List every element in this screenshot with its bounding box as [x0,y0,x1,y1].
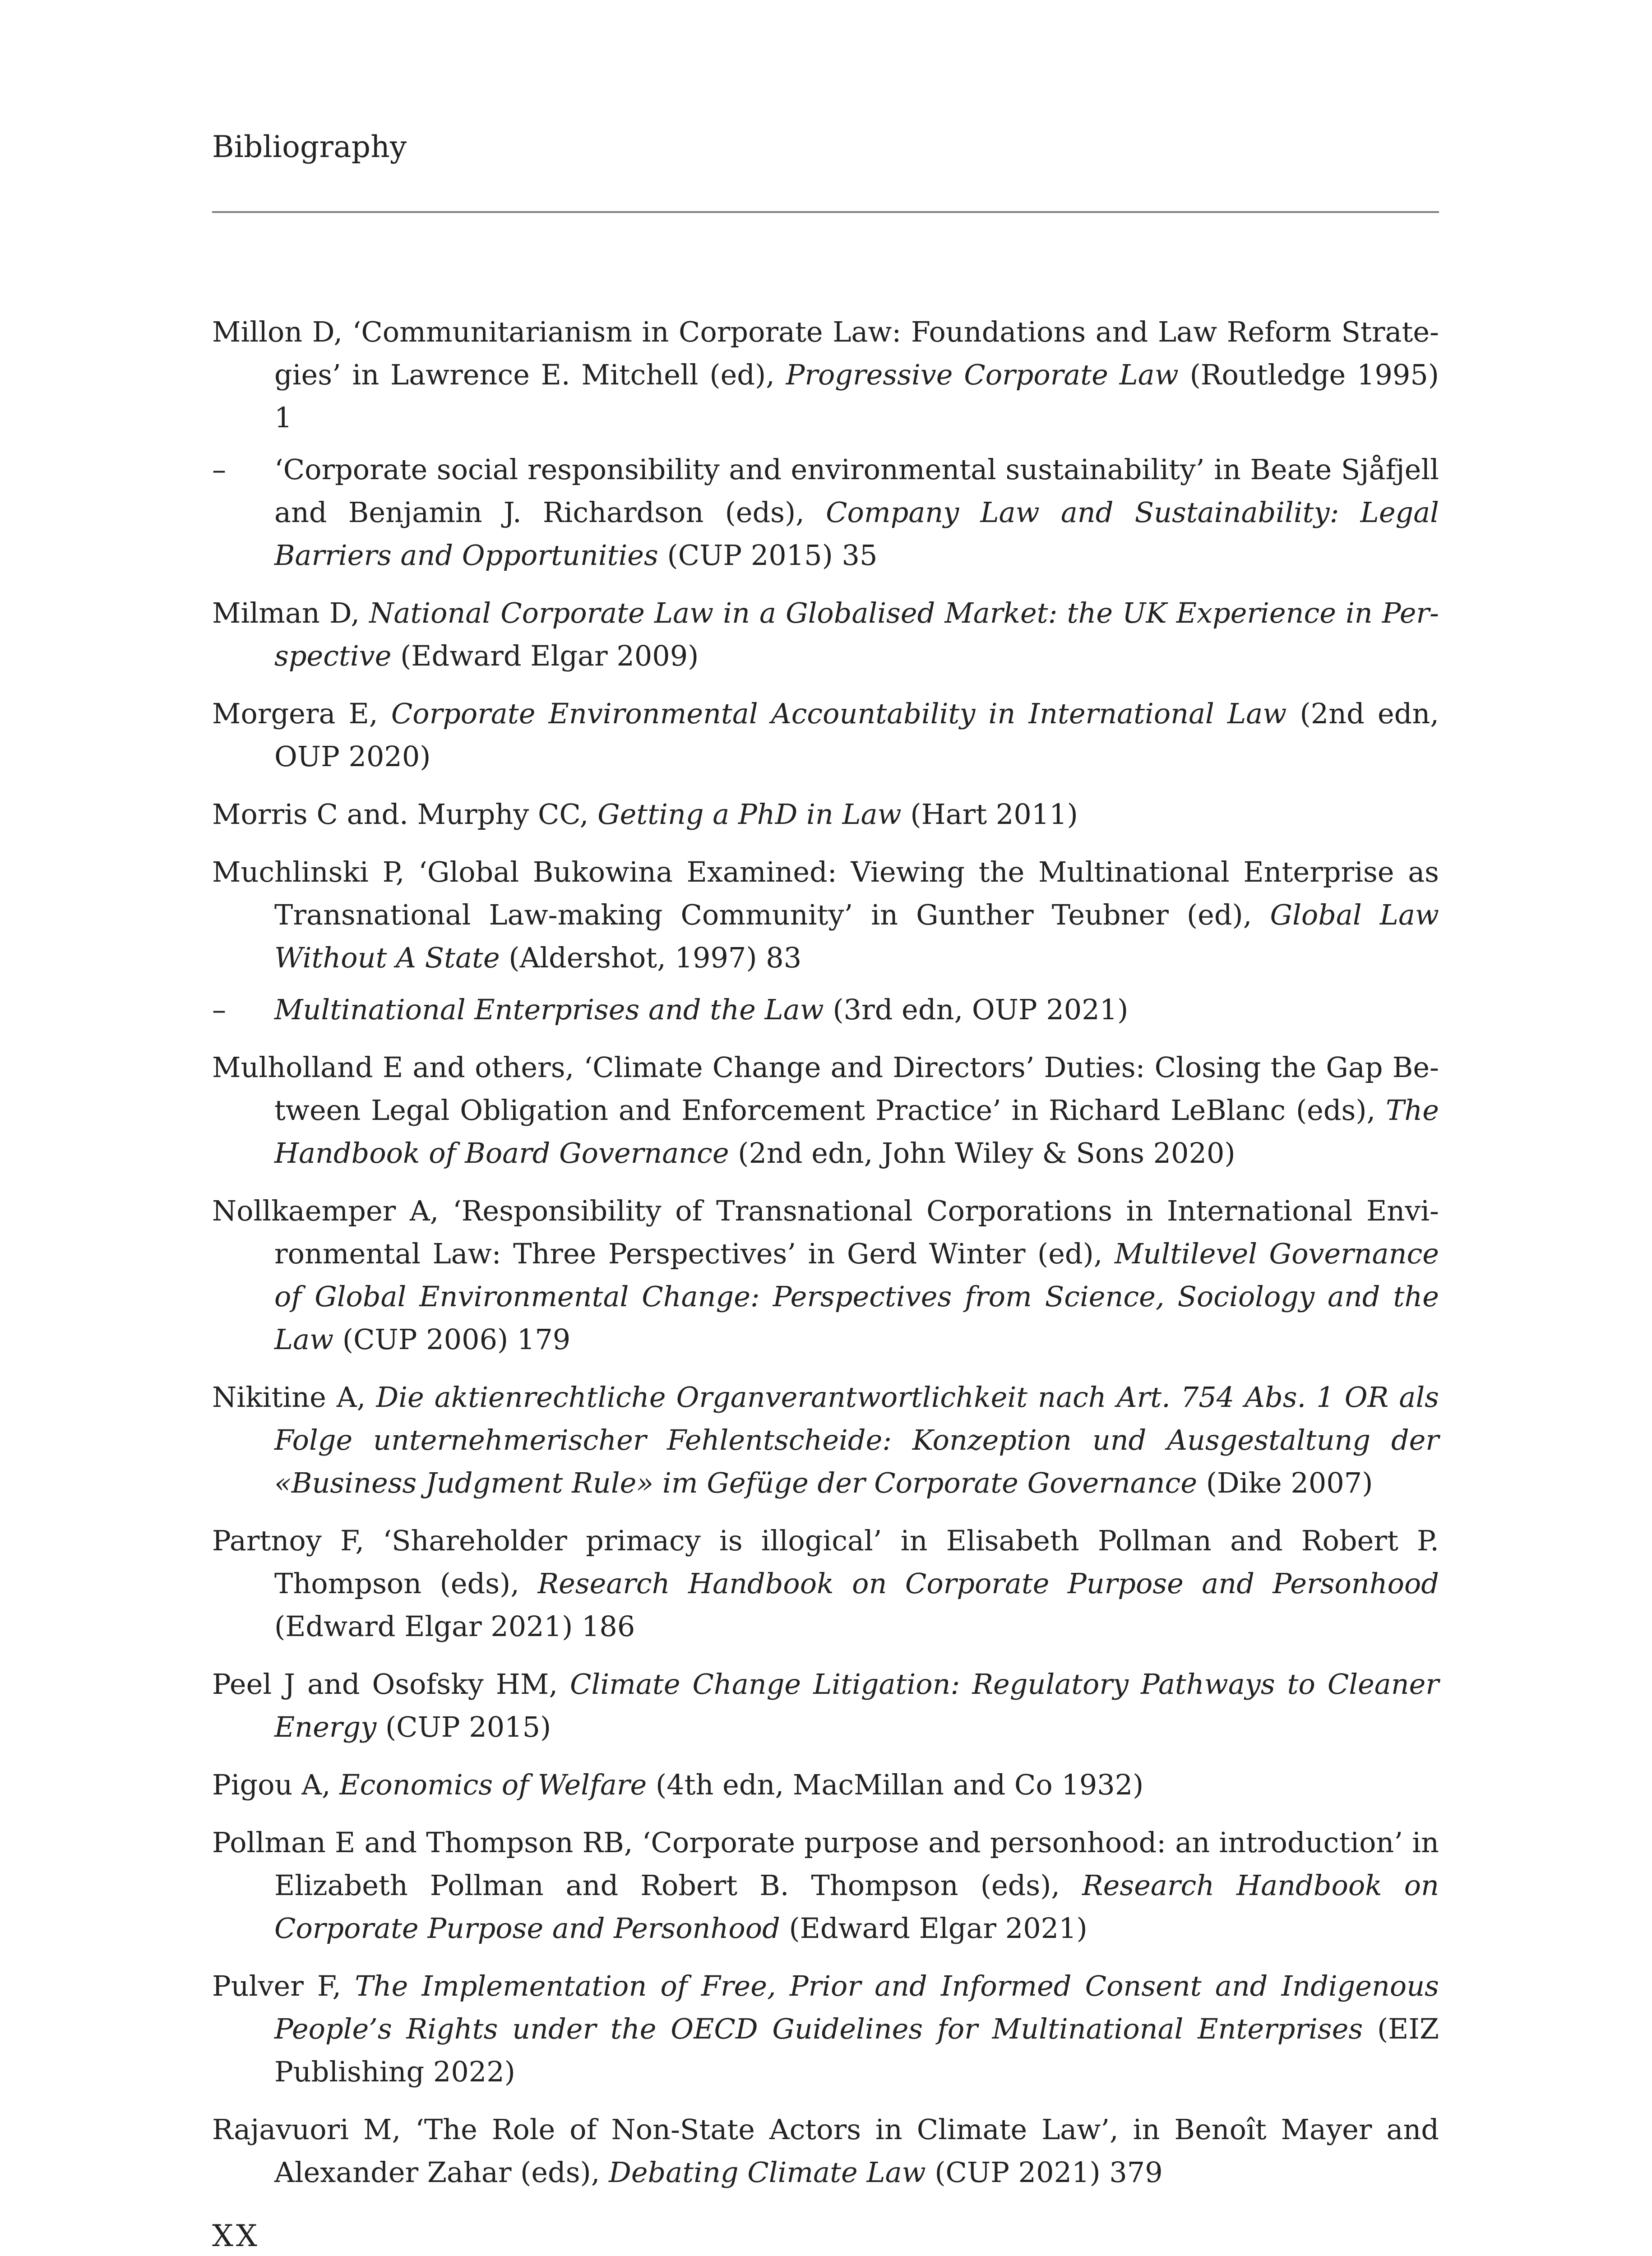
page-number: XX [212,2219,260,2253]
entry-title-italic: Economics of Welfare [339,1768,647,1801]
running-head: Bibliography [212,129,407,164]
bibliography-entry [212,851,1439,979]
bibliography-list [212,310,1439,2209]
entry-text: (4th edn, MacMillan and Co 1932) [647,1768,1144,1801]
repeat-author-dash: – [212,993,226,1026]
bibliography-entry [212,448,1439,577]
entry-text: Morris C and. Murphy CC, [212,798,598,831]
entry-text: (Edward Elgar 2021) 186 [274,1610,635,1643]
entry-text: (EIZ Publishing 2022) [274,2012,1439,2088]
entry-title-italic: National Corporate Law in a Globalised Market: the UK Experience in Perspective [274,596,1439,672]
entry-text: (Hart 2011) [901,798,1078,831]
entry-text: (CUP 2015) 35 [658,539,878,572]
bibliography-entry [212,1965,1439,2093]
entry-title-italic: Multinational Enterprises and the Law [274,993,824,1026]
entry-title-italic: Company Law and Sustainability: Legal Barriers and Opportunities [274,496,1439,572]
entry-title-italic: Climate Change Litigation: Regulatory Pathways to Cleaner Energy [274,1668,1439,1743]
entry-text: (CUP 2006) 179 [333,1323,571,1356]
entry-title-italic: The Implementation of Free, Prior and Informed Consent and Indigenous People’s Rights under the OECD Guidelines for Multinational Enterprises [274,1969,1439,2045]
bibliography-entry [212,310,1439,439]
repeat-author-dash: – [212,453,226,486]
bibliography-entry [212,1189,1439,1361]
entry-title-italic: Progressive Corporate Law [786,358,1179,391]
entry-text: Pulver F, [212,1969,355,2002]
entry-text: (Dike 2007) [1197,1466,1373,1499]
bibliography-entry [212,1376,1439,1504]
entry-title-italic: Multilevel Governance of Global Environmental Change: Perspectives from Science, Sociology and the Law [274,1237,1439,1356]
entry-text: Muchlinski P, ‘Global Bukowina Examined: Viewing the Multinational Enterprise as Transnational Law-making Community’ in Gunther Teubner (ed), [212,855,1439,931]
entry-title-italic: Corporate Environmental Accountability in International Law [391,697,1287,730]
entry-text: Milman D, [212,596,370,629]
entry-text: (2nd edn, John Wiley & Sons 2020) [729,1137,1236,1170]
entry-text: ‘Corporate social responsibility and environmental sustainability’ in Beate Sjåfjell and Benjamin J. Richardson (eds), [274,453,1439,529]
entry-text: (Edward Elgar 2021) [780,1912,1087,1945]
bibliography-entry [212,1519,1439,1648]
header-rule [212,211,1439,213]
entry-text: (2nd edn, OUP 2020) [274,697,1439,773]
entry-text: Nollkaemper A, ‘Responsibility of Transnational Corporations in International Environmental Law: Three Perspectives’ in Gerd Winter (ed), [212,1194,1439,1270]
entry-text: Peel J and Osofsky HM, [212,1668,570,1701]
bibliography-entry [212,1046,1439,1174]
entry-text: Pigou A, [212,1768,340,1801]
entry-text: (Aldershot, 1997) 83 [500,941,802,974]
bibliography-entry [212,988,1439,1031]
bibliography-entry [212,1821,1439,1950]
entry-title-italic: Research Handbook on Corporate Purpose and Personhood [274,1869,1439,1945]
entry-text: Rajavuori M, ‘The Role of Non-State Actors in Climate Law’, in Benoît Mayer and Alexander Zahar (eds), [212,2113,1439,2189]
entry-title-italic: Debating Climate Law [609,2156,926,2189]
entry-text: (CUP 2021) 379 [925,2156,1163,2189]
bibliography-entry [212,2108,1439,2194]
entry-text: Nikitine A, [212,1381,376,1414]
entry-title-italic: The Handbook of Board Governance [274,1094,1439,1170]
bibliography-entry [212,692,1439,778]
bibliography-entry [212,1763,1439,1806]
bibliography-entry [212,592,1439,677]
entry-text: Morgera E, [212,697,391,730]
entry-text: (3rd edn, OUP 2021) [824,993,1129,1026]
entry-text: Partnoy F, ‘Shareholder primacy is illogical’ in Elisabeth Pollman and Robert P. Thompson (eds), [212,1524,1439,1600]
bibliography-entry [212,793,1439,836]
entry-text: Pollman E and Thompson RB, ‘Corporate purpose and personhood: an introduction’ in Elizabeth Pollman and Robert B. Thompson (eds), [212,1826,1439,1902]
entry-text: (Edward Elgar 2009) [391,639,699,672]
entry-text: (Routledge 1995) 1 [274,358,1439,434]
entry-title-italic: Global Law Without A State [274,898,1439,974]
entry-title-italic: Die aktienrechtliche Organverantwortlichkeit nach Art. 754 Abs. 1 OR als Folge unternehmerischer Fehlentscheide: Konzeption und Ausgestaltung der «Business Judgment Rule» im Gefüge der Corporate Governance [274,1381,1439,1499]
entry-title-italic: Getting a PhD in Law [597,798,902,831]
entry-text: Mulholland E and others, ‘Climate Change and Directors’ Duties: Closing the Gap Between Legal Obligation and Enforcement Practice’ in Richard LeBlanc (eds), [212,1051,1439,1127]
entry-text: (CUP 2015) [376,1710,551,1743]
entry-title-italic: Research Handbook on Corporate Purpose and Personhood [537,1567,1439,1600]
entry-text: Millon D, ‘Communitarianism in Corporate Law: Foundations and Law Reform Strategies’ in Lawrence E. Mitchell (ed), [212,315,1439,391]
bibliography-entry [212,1663,1439,1748]
